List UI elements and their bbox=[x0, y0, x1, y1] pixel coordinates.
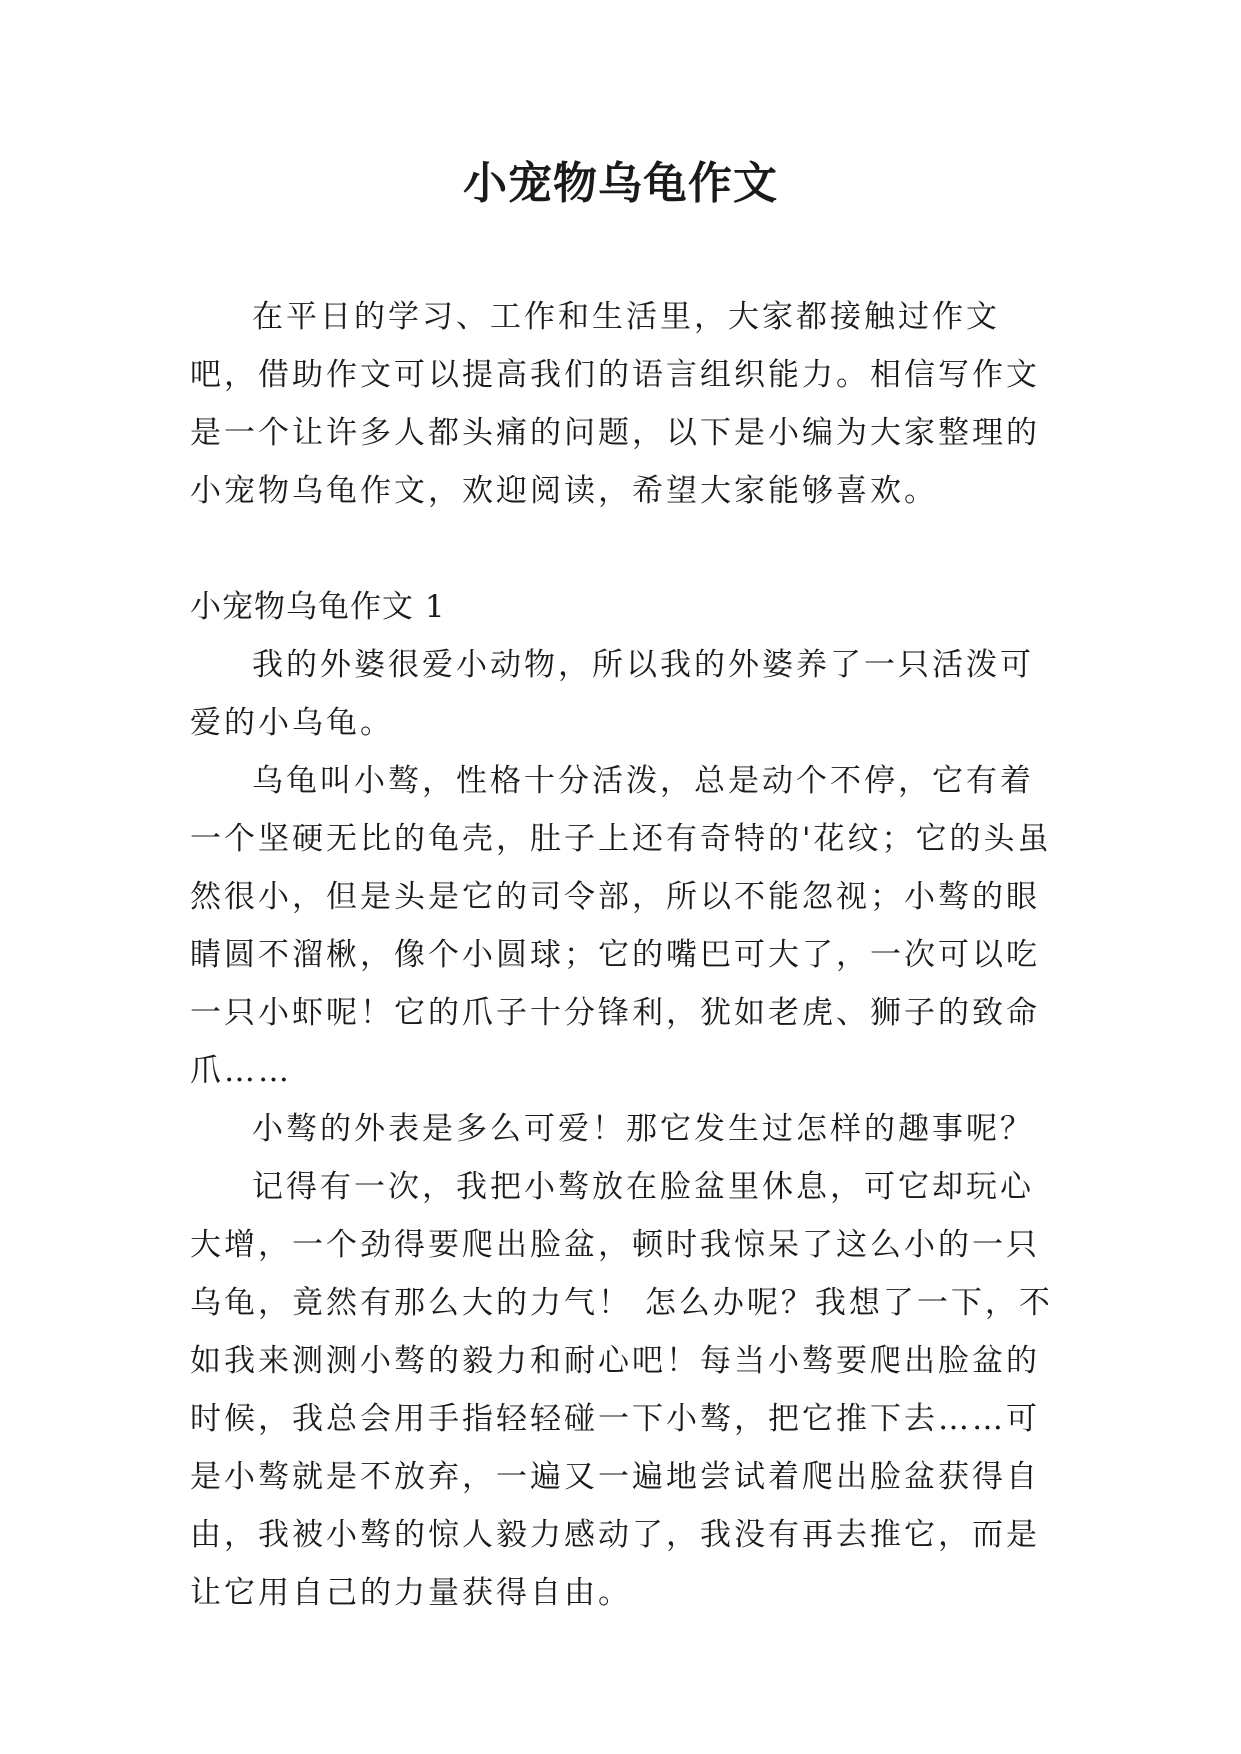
section-heading: 小宠物乌龟作文 1 bbox=[190, 589, 446, 625]
body-paragraph: 我的外婆很爱小动物，所以我的外婆养了一只活泼可爱的小乌龟。 bbox=[190, 647, 1034, 741]
intro-paragraph: 在平日的学习、工作和生活里，大家都接触过作文吧，借助作文可以提高我们的语言组织能力。相信写作文是一个让许多人都头痛的问题，以下是小编为大家整理的小宠物乌龟作文，欢迎阅读，希望大家能够喜欢。 bbox=[190, 299, 1040, 509]
body-paragraph: 记得有一次，我把小骜放在脸盆里休息，可它却玩心大增，一个劲得要爬出脸盆，顿时我惊呆了这么小的一只乌龟，竟然有那么大的力气！ 怎么办呢？我想了一下，不如我来测测小骜的毅力和耐心吧！每当小骜要爬出脸盆的时候，我总会用手指轻轻碰一下小骜，把它推下去……可是小骜就是不放弃，一遍又一遍地尝试着爬出脸盆获得自由，我被小骜的惊人毅力感动了，我没有再去推它，而是让它用自己的力量获得自由。 bbox=[190, 1169, 1053, 1611]
document-body bbox=[190, 288, 1060, 1622]
document-title: 小宠物乌龟作文 bbox=[463, 158, 778, 209]
body-paragraph: 小骜的外表是多么可爱！那它发生过怎样的趣事呢？ bbox=[252, 1111, 1034, 1147]
body-paragraph: 乌龟叫小骜，性格十分活泼，总是动个不停，它有着一个坚硬无比的龟壳，肚子上还有奇特的'花纹；它的头虽然很小，但是头是它的司令部，所以不能忽视；小骜的眼睛圆不溜楸，像个小圆球；它的嘴巴可大了，一次可以吃一只小虾呢！它的爪子十分锋利，犹如老虎、狮子的致命爪…… bbox=[190, 763, 1052, 1089]
